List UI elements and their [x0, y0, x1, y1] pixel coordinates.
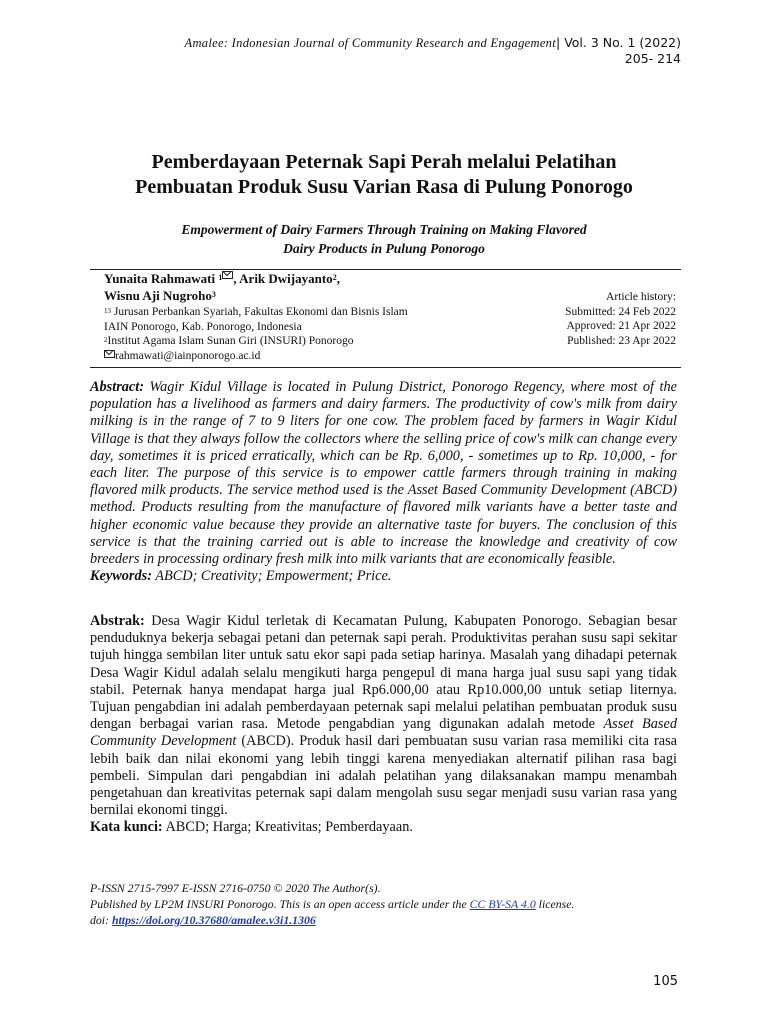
author-2-sup: 2	[332, 273, 337, 282]
author-list	[104, 270, 524, 304]
abstract-id-paragraph	[90, 613, 677, 837]
author-2-tail: ,	[336, 271, 340, 286]
abstract-id-text-1: Desa Wagir Kidul terletak di Kecamatan Pulung, Kabupaten Ponorogo. Sebagian besar penduduknya bekerja sebagai petani dan peternak sapi perah. Produktivitas perahan susu sapi sekitar tujuh hingga sembilan liter untuk satu ekor sapi pada setiap harinya. Masalah yang dihadapi peternak Desa Wagir Kidul adalah selalu mengikuti harga pengepul di mana harga jual susu sapi yang tidak stabil. Peternak hanya mendapat harga jual Rp6.000,00 atau Rp10.000,00 untuk setiap liternya. Tujuan pengabdian ini adalah pemberdayaan peternak sapi melalui pelatihan pembuatan produk susu dengan berbagai varian rasa. Metode pengabdian yang digunakan adalah metode	[90, 613, 677, 733]
history-label: Article history:	[606, 291, 676, 303]
author-2: , Arik Dwijayanto	[233, 271, 333, 286]
affiliations	[104, 305, 524, 363]
abstract-id-method: Asset Based Community Development	[90, 716, 677, 750]
abstract-english	[90, 379, 677, 585]
abstract-id-label: Abstrak:	[90, 613, 145, 629]
doi-line	[90, 912, 693, 928]
page-number: 105	[653, 974, 678, 989]
abstract-en-paragraph	[90, 379, 677, 585]
publisher-line	[90, 896, 693, 912]
title-line-1: Pemberdayaan Peternak Sapi Perah melalui Pelatihan	[151, 151, 617, 173]
journal-volume: | Vol. 3 No. 1 (2022)	[556, 35, 681, 50]
footer-info	[90, 880, 693, 928]
abstract-indonesian	[90, 613, 677, 837]
article-history	[476, 290, 676, 348]
history-published: Published: 23 Apr 2022	[567, 334, 676, 347]
publisher-text: Published by LP2M INSURI Ponorogo. This is an open access article under the	[90, 897, 470, 911]
journal-pages: 205- 214	[624, 51, 681, 66]
running-header	[150, 35, 681, 67]
doi-link[interactable]: https://doi.org/10.37680/amalee.v3i1.1306	[111, 913, 316, 927]
author-3: Wisnu Aji Nugroho	[104, 288, 212, 303]
author-3-sup: 3	[211, 290, 216, 299]
affiliation-2: Institut Agama Islam Sunan Giri (INSURI) Ponorogo	[107, 335, 354, 347]
doi-label: doi:	[90, 913, 112, 927]
paper-subtitle	[120, 220, 648, 258]
abstract-en-label: Abstract:	[90, 379, 145, 395]
abstract-id-text-2: (ABCD). Produk hasil dari pembuatan susu varian rasa memiliki cita rasa lebih baik dan nilai ekonomi yang lebih tinggi karena menyediakan alternatif pilihan rasa bagi pembeli. Simpulan dari pengabdian ini adalah pelatihan yang dilaksanakan mampu menambah pengetahuan dan kreativitas peternak sapi dalam mengolah susu segar menjadi susu varian rasa yang bernilai ekonomi tinggi.	[90, 733, 677, 819]
subtitle-line-2: Dairy Products in Pulung Ponorogo	[283, 241, 485, 256]
affiliation-1-line-2: IAIN Ponorogo, Kab. Ponorogo, Indonesia	[104, 320, 302, 333]
author-1-sup: 1	[218, 273, 223, 282]
mail-icon	[104, 350, 115, 358]
keywords-en: ABCD; Creativity; Empowerment; Price.	[151, 568, 392, 585]
paper-title	[90, 150, 678, 200]
title-line-2: Pembuatan Produk Susu Varian Rasa di Pulung Ponorogo	[135, 176, 633, 198]
affiliation-1-line-1: Jurusan Perbankan Syariah, Fakultas Ekonomi dan Bisnis Islam	[111, 306, 408, 318]
author-1: Yunaita Rahmawati	[104, 271, 219, 286]
license-link[interactable]: CC BY-SA 4.0	[469, 897, 536, 911]
subtitle-line-1: Empowerment of Dairy Farmers Through Training on Making Flavored	[181, 222, 587, 237]
divider-bottom	[90, 367, 681, 368]
history-approved: Approved: 21 Apr 2022	[566, 320, 676, 332]
mail-icon	[222, 271, 233, 279]
history-submitted: Submitted: 24 Feb 2022	[565, 305, 676, 318]
abstract-en-text: Wagir Kidul Village is located in Pulung District, Ponorogo Regency, where most of the population has a livelihood as farmers and dairy farmers. The productivity of cow's milk from dairy milking is in the range of 7 to 9 liters for one cow. The problem faced by farmers in Wagir Kidul Village is that they always follow the collectors where the selling price of cow's milk can change every day, sometimes it is priced erratically, which can be Rp. 6,000, - sometimes up to Rp. 10,000, - for each liter. The purpose of this service is to empower cattle farmers through training in making flavored milk products. The service method used is the Asset Based Community Development (ABCD) method. Products resulting from the manufacture of flavored milk variants have a better taste and higher economic value because they provide an alternative taste for buyers. The conclusion of this service is that the training carried out is able to increase the knowledge and creativity of cow breeders in processing ordinary fresh milk into milk variants that are economically feasible.	[90, 379, 677, 568]
publisher-text-end: license.	[535, 897, 575, 911]
journal-name: Amalee: Indonesian Journal of Community Research and Engagement	[184, 36, 557, 50]
affiliation-2-sup: 2	[104, 336, 108, 344]
keywords-id-label: Kata kunci:	[90, 819, 163, 836]
corresponding-email[interactable]: rahmawati@iainponorogo.ac.id	[115, 349, 261, 362]
affiliation-1-sup: 13	[104, 307, 111, 315]
keywords-id: ABCD; Harga; Kreativitas; Pemberdayaan.	[162, 819, 413, 836]
keywords-en-label: Keywords:	[90, 568, 152, 585]
issn-line: P-ISSN 2715-7997 E-ISSN 2716-0750 © 2020 The Author(s).	[90, 881, 381, 895]
